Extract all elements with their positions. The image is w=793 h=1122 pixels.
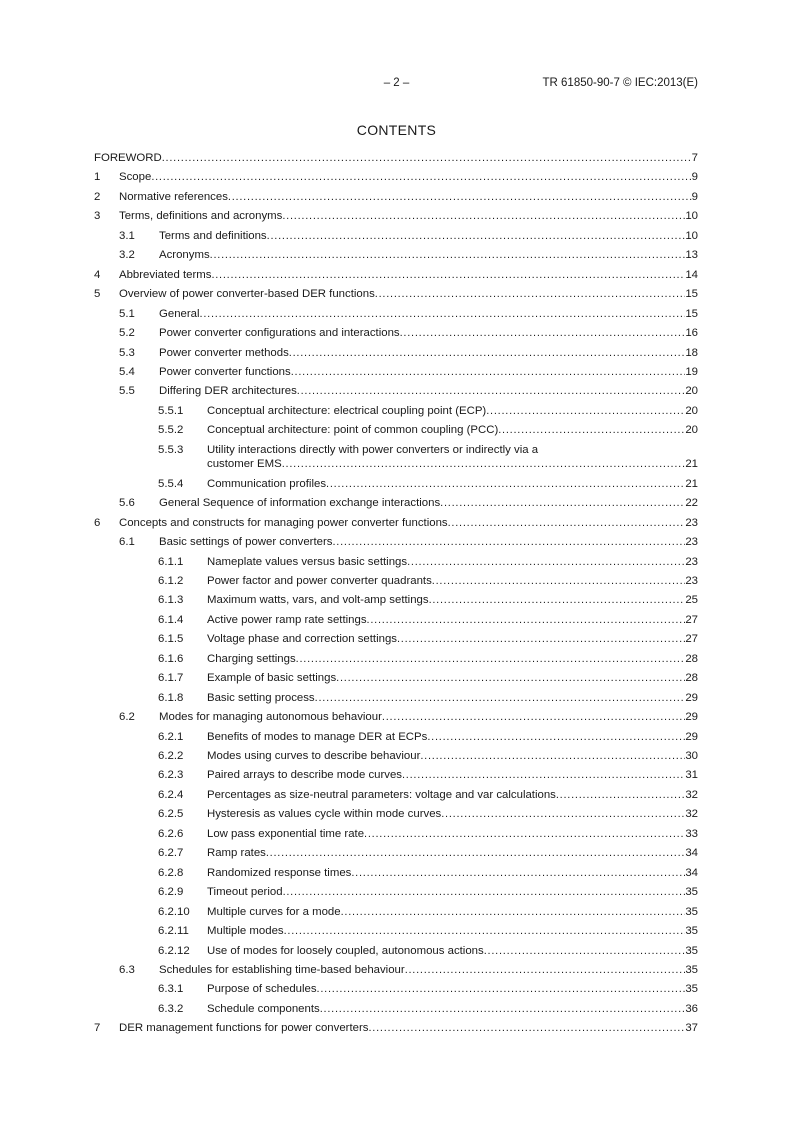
dot-leader — [151, 170, 691, 184]
toc-entry-title: Low pass exponential time rate — [207, 827, 365, 840]
toc-entry-number: 6 — [94, 516, 101, 529]
toc-entry-page: 31 — [685, 769, 698, 782]
toc-entry-page: 30 — [685, 750, 698, 762]
toc-entry-title: DER management functions for power converters — [119, 1022, 369, 1035]
toc-entry[interactable] — [94, 535, 698, 551]
toc-entry-title: Basic setting process — [207, 691, 315, 704]
toc-entry-page: 22 — [685, 497, 698, 510]
toc-entry[interactable] — [94, 866, 698, 882]
toc-entry[interactable] — [94, 671, 698, 687]
toc-entry-title: Schedule components — [207, 1002, 320, 1015]
toc-entry[interactable] — [94, 652, 698, 668]
toc-entry[interactable] — [94, 209, 698, 225]
toc-entry-number: 5.3 — [119, 346, 135, 359]
toc-entry[interactable] — [94, 170, 698, 186]
contents-title: CONTENTS — [356, 122, 437, 138]
toc-entry[interactable] — [94, 477, 698, 493]
toc-entry-page: 29 — [685, 730, 698, 743]
toc-entry-number: 6.2.2 — [158, 750, 184, 762]
toc-entry-title: Basic settings of power converters — [159, 536, 333, 549]
toc-entry-page: 10 — [685, 229, 698, 242]
dot-leader — [289, 346, 686, 360]
toc-entry-number: 5.6 — [119, 497, 135, 510]
toc-entry-number: 5.5.2 — [158, 424, 184, 437]
toc-entry-title: Power converter configurations and interactions — [159, 327, 400, 340]
toc-entry-number: 6.2.1 — [158, 730, 184, 743]
toc-entry-page: 9 — [691, 171, 698, 184]
toc-entry-number: 6.2.7 — [158, 847, 184, 860]
toc-entry-number: 6.3.1 — [158, 983, 184, 996]
toc-entry-title: Charging settings — [207, 652, 296, 665]
toc-entry-number: 4 — [94, 268, 101, 281]
dot-leader — [297, 384, 686, 398]
toc-entry[interactable] — [94, 963, 698, 979]
toc-entry-number: 6.2 — [119, 711, 135, 724]
dot-leader — [400, 326, 686, 340]
toc-entry-title: Utility interactions directly with power converters or indirectly via a — [207, 443, 539, 456]
dot-leader — [375, 287, 686, 301]
toc-entry-page: 16 — [685, 327, 698, 340]
toc-entry-number: 6.2.4 — [158, 788, 184, 801]
toc-entry-title: Modes for managing autonomous behaviour — [159, 711, 382, 724]
toc-entry-page: 34 — [685, 866, 698, 879]
toc-entry[interactable] — [94, 846, 698, 862]
dot-leader — [284, 924, 686, 938]
toc-entry[interactable] — [94, 807, 698, 823]
toc-entry[interactable] — [94, 885, 698, 901]
toc-entry-number: 6.1.4 — [158, 613, 184, 626]
dot-leader — [283, 885, 686, 899]
toc-entry[interactable] — [94, 730, 698, 746]
toc-entry-title: Communication profiles — [207, 477, 327, 490]
toc-entry-page: 35 — [685, 925, 698, 938]
toc-entry-title: Voltage phase and correction settings — [207, 633, 397, 646]
toc-entry-title: Terms and definitions — [159, 229, 267, 242]
toc-entry[interactable] — [94, 516, 698, 532]
toc-entry-page: 29 — [685, 711, 698, 724]
toc-entry-page: 21 — [685, 477, 698, 490]
toc-entry-page: 23 — [685, 574, 698, 587]
toc-entry[interactable] — [94, 944, 698, 960]
toc-entry-number: 6.3.2 — [158, 1002, 184, 1015]
toc-entry-number: 6.2.12 — [158, 944, 190, 957]
toc-entry[interactable] — [94, 749, 698, 765]
toc-entry-page: 15 — [685, 288, 698, 301]
dot-leader — [405, 963, 686, 977]
page-number: – 2 – — [383, 77, 410, 89]
toc-entry-title: Acronyms — [159, 249, 210, 262]
dot-leader — [382, 710, 685, 724]
dot-leader — [162, 151, 692, 165]
dot-leader — [440, 496, 685, 510]
toc-entry-number: 6.2.10 — [158, 905, 190, 918]
toc-entry-page: 32 — [685, 788, 698, 801]
toc-entry-number: 6.1.5 — [158, 633, 184, 646]
toc-entry-title: Maximum watts, vars, and volt-amp settings — [207, 594, 429, 607]
dot-leader — [556, 788, 685, 802]
dot-leader — [211, 268, 685, 282]
toc-entry-number: 5.4 — [119, 365, 135, 378]
dot-leader — [315, 691, 686, 705]
toc-entry-page: 7 — [691, 152, 698, 164]
toc-entry[interactable] — [94, 365, 698, 381]
toc-entry-title: Benefits of modes to manage DER at ECPs — [207, 730, 428, 743]
toc-entry[interactable] — [94, 248, 698, 264]
toc-entry[interactable] — [94, 151, 698, 167]
dot-leader — [317, 982, 686, 996]
toc-entry-page: 19 — [685, 365, 698, 378]
toc-entry-page: 32 — [685, 808, 698, 821]
toc-entry-title: Concepts and constructs for managing power converter functions — [119, 516, 448, 529]
toc-entry-page: 18 — [685, 346, 698, 359]
toc-entry-page: 25 — [685, 594, 698, 607]
toc-entry[interactable] — [94, 555, 698, 571]
dot-leader — [367, 613, 686, 627]
dot-leader — [332, 535, 685, 549]
dot-leader — [266, 846, 685, 860]
toc-entry-number: 7 — [94, 1022, 101, 1035]
toc-entry-number: 6.2.11 — [158, 925, 189, 938]
toc-entry-number: 5.1 — [119, 307, 135, 320]
toc-entry-title: General Sequence of information exchange interactions — [159, 497, 441, 510]
toc-entry[interactable] — [94, 905, 698, 921]
dot-leader — [448, 516, 686, 530]
toc-entry-title: Abbreviated terms — [119, 268, 212, 281]
toc-entry-title: Paired arrays to describe mode curves — [207, 769, 402, 782]
toc-entry-page: 36 — [685, 1002, 698, 1015]
toc-entry-title: Randomized response times — [207, 866, 352, 879]
toc-entry[interactable] — [94, 574, 698, 590]
toc-entry-number: 6.1.2 — [158, 574, 184, 587]
toc-entry-title: Power factor and power converter quadrants — [207, 574, 432, 587]
toc-entry-number: 6.1 — [119, 536, 135, 549]
dot-leader — [296, 652, 686, 666]
dot-leader — [210, 248, 686, 262]
toc-entry-number: 6.1.6 — [158, 652, 184, 665]
toc-entry[interactable] — [94, 190, 698, 206]
toc-entry-title: Timeout period — [207, 886, 283, 899]
dot-leader — [282, 209, 685, 223]
toc-entry-page: 23 — [685, 555, 698, 568]
toc-entry[interactable] — [94, 496, 698, 512]
toc-entry-page: 35 — [685, 886, 698, 899]
toc-entry-number: 5.5.4 — [158, 477, 184, 490]
toc-entry[interactable] — [94, 229, 698, 245]
toc-entry[interactable] — [94, 710, 698, 726]
dot-leader — [228, 190, 692, 204]
toc-entry-page: 23 — [685, 516, 698, 529]
dot-leader — [364, 827, 685, 841]
toc-entry-number: 5.5.1 — [158, 404, 184, 417]
dot-leader — [326, 477, 685, 491]
toc-entry-number: 6.2.8 — [158, 866, 184, 879]
toc-entry[interactable] — [94, 1002, 698, 1018]
dot-leader — [282, 457, 686, 471]
toc-entry-title: Power converter methods — [159, 346, 289, 359]
toc-entry-title: Ramp rates — [207, 847, 266, 860]
toc-entry[interactable] — [94, 632, 698, 648]
toc-entry-page: 35 — [685, 944, 698, 957]
dot-leader — [336, 671, 685, 685]
toc-entry[interactable] — [94, 404, 698, 420]
toc-entry-title-continued: customer EMS — [207, 458, 282, 471]
toc-entry[interactable] — [94, 384, 698, 400]
dot-leader — [429, 593, 686, 607]
toc-entry-page: 9 — [691, 190, 698, 203]
toc-entry-number: 5.5.3 — [158, 443, 184, 456]
dot-leader — [420, 749, 685, 763]
toc-entry-number: 6.1.3 — [158, 594, 184, 607]
toc-entry[interactable] — [94, 613, 698, 629]
toc-entry-title: Nameplate values versus basic settings — [207, 555, 408, 568]
toc-entry[interactable] — [94, 691, 698, 707]
toc-entry[interactable] — [94, 346, 698, 362]
toc-entry-page: 27 — [685, 633, 698, 646]
toc-entry-number: 5.2 — [119, 327, 135, 340]
toc-entry-title: Multiple curves for a mode — [207, 905, 341, 918]
toc-entry-title: Terms, definitions and acronyms — [119, 210, 283, 223]
dot-leader — [200, 307, 686, 321]
toc-entry-page: 10 — [685, 210, 698, 223]
toc-entry-page: 34 — [685, 847, 698, 860]
toc-entry-number: 3 — [94, 210, 101, 223]
toc-entry[interactable] — [94, 307, 698, 323]
toc-entry-page: 35 — [685, 983, 698, 996]
toc-entry-number: 5 — [94, 288, 101, 301]
dot-leader — [441, 807, 685, 821]
toc-entry-number: 6.3 — [119, 963, 135, 976]
toc-entry-title: Use of modes for loosely coupled, autonomous actions — [207, 944, 484, 957]
toc-entry-title: Percentages as size-neutral parameters: voltage and var calculations — [207, 788, 556, 801]
toc-entry[interactable] — [94, 1021, 698, 1037]
toc-entry-number: 6.2.3 — [158, 769, 184, 782]
toc-entry-title: Schedules for establishing time-based behaviour — [159, 963, 405, 976]
toc-entry-page: 28 — [685, 652, 698, 665]
toc-entry-title: Overview of power converter-based DER functions — [119, 288, 375, 301]
dot-leader — [341, 905, 686, 919]
toc-entry[interactable] — [94, 268, 698, 284]
toc-entry-title: General — [159, 307, 200, 320]
toc-entry[interactable] — [94, 423, 698, 439]
toc-entry-continuation[interactable] — [94, 457, 698, 473]
dot-leader — [484, 944, 686, 958]
toc-entry-title: Active power ramp rate settings — [207, 613, 367, 626]
toc-entry-page: 20 — [685, 385, 698, 398]
standard-identifier: TR 61850-90-7 © IEC:2013(E) — [542, 77, 698, 89]
toc-entry-title: Hysteresis as values cycle within mode curves — [207, 808, 442, 821]
toc-entry[interactable] — [94, 768, 698, 784]
toc-entry-page: 14 — [685, 268, 698, 281]
toc-entry-page: 37 — [685, 1022, 698, 1035]
toc-entry-number: 6.1.7 — [158, 672, 184, 685]
toc-entry-page: 35 — [685, 963, 698, 976]
dot-leader — [427, 730, 685, 744]
toc-entry-number: 2 — [94, 190, 101, 203]
toc-entry-page: 29 — [685, 691, 698, 704]
dot-leader — [407, 555, 685, 569]
toc-entry-number: 3.2 — [119, 249, 135, 262]
toc-entry-page: 13 — [685, 249, 698, 262]
dot-leader — [320, 1002, 686, 1016]
toc-entry[interactable] — [94, 788, 698, 804]
toc-entry-page: 20 — [685, 404, 698, 417]
toc-entry-page: 27 — [685, 613, 698, 626]
dot-leader — [402, 768, 685, 782]
toc-entry-title: Power converter functions — [159, 365, 291, 378]
toc-entry-title: Differing DER architectures — [159, 385, 297, 398]
toc-entry-page: 28 — [685, 672, 698, 685]
dot-leader — [397, 632, 685, 646]
toc-entry[interactable] — [94, 593, 698, 609]
toc-entry-title: FOREWORD — [94, 152, 162, 164]
toc-entry-number: 5.5 — [119, 385, 135, 398]
toc-entry[interactable] — [94, 287, 698, 303]
toc-entry-number: 6.2.6 — [158, 827, 184, 840]
toc-entry-title: Normative references — [119, 190, 228, 203]
toc-entry-title: Modes using curves to describe behaviour — [207, 750, 421, 762]
toc-entry-page: 33 — [685, 827, 698, 840]
toc-entry-number: 6.2.9 — [158, 886, 184, 899]
toc-entry-page: 15 — [685, 307, 698, 320]
toc-entry-title: Purpose of schedules — [207, 983, 317, 996]
toc-entry-title: Multiple modes — [207, 925, 284, 938]
toc-entry[interactable] — [94, 827, 698, 843]
dot-leader — [351, 866, 685, 880]
toc-entry-page: 23 — [685, 536, 698, 549]
dot-leader — [291, 365, 686, 379]
toc-entry-title: Example of basic settings — [207, 672, 337, 685]
toc-entry[interactable] — [94, 326, 698, 342]
toc-entry-number: 6.2.5 — [158, 808, 184, 821]
toc-entry-number: 3.1 — [119, 229, 135, 242]
toc-entry-number: 1 — [94, 171, 101, 184]
toc-entry-title: Scope — [119, 171, 152, 184]
toc-entry-title: Conceptual architecture: point of common coupling (PCC) — [207, 424, 499, 437]
toc-entry[interactable] — [94, 982, 698, 998]
dot-leader — [267, 229, 686, 243]
toc-entry-page: 35 — [685, 905, 698, 918]
toc-entry-title: Conceptual architecture: electrical coupling point (ECP) — [207, 404, 487, 417]
toc-entry[interactable] — [94, 924, 698, 940]
toc-entry-number: 6.1.8 — [158, 691, 184, 704]
dot-leader — [432, 574, 686, 588]
dot-leader — [498, 423, 685, 437]
dot-leader — [368, 1021, 685, 1035]
toc-entry-number: 6.1.1 — [158, 555, 184, 568]
toc-entry-page: 20 — [685, 424, 698, 437]
dot-leader — [486, 404, 685, 418]
toc-entry-page: 21 — [685, 458, 698, 471]
